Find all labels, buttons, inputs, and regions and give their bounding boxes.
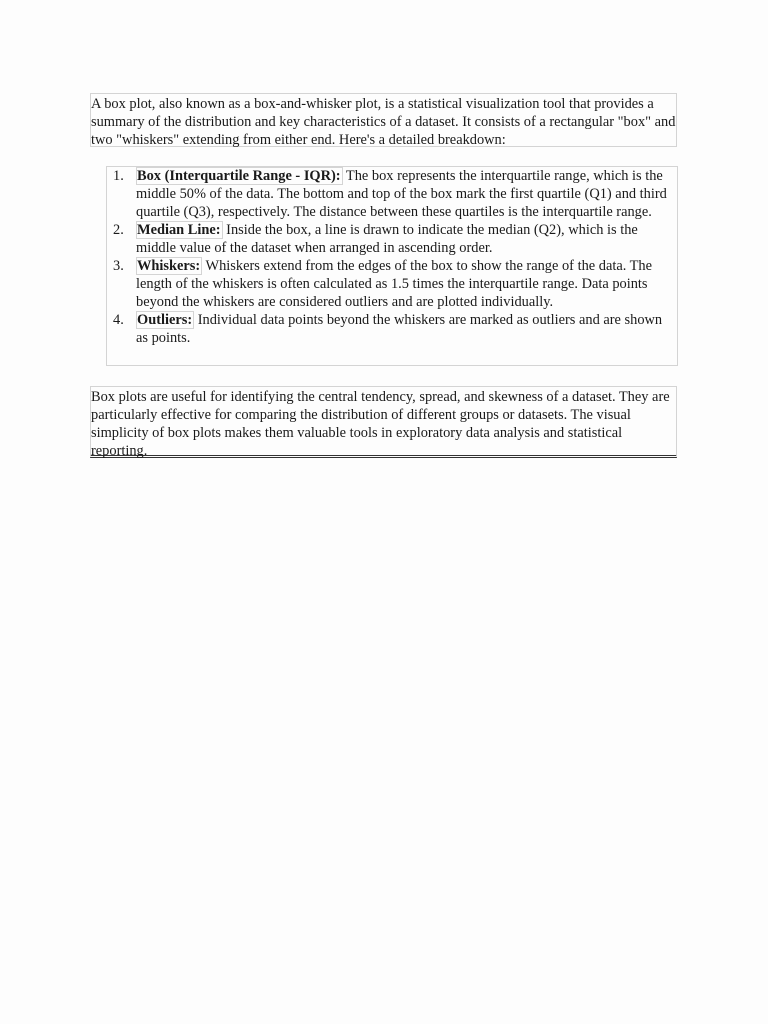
breakdown-list: [106, 166, 678, 366]
closing-paragraph: [90, 386, 677, 458]
list-item: [107, 311, 677, 347]
list-item-number: 3.: [113, 258, 124, 274]
closing-text: Box plots are useful for identifying the central tendency, spread, and skewness of a dataset. They are particularly effective for comparing the distribution of different groups or datasets. The visual simplicity of box plots makes them valuable tools in exploratory data analysis and statistical reporting.: [91, 389, 670, 459]
intro-paragraph: [90, 93, 677, 147]
list-item-number: 1.: [113, 168, 124, 184]
list-item-term: Outliers:: [137, 312, 193, 328]
list-item-term: Median Line:: [137, 222, 221, 238]
list-item-text: Inside the box, a line is drawn to indicate the median (Q2), which is the middle value of the dataset when arranged in ascending order.: [136, 222, 638, 256]
list-item-number: 4.: [113, 312, 124, 328]
list-item-term: Box (Interquartile Range - IQR):: [137, 168, 341, 184]
list-item-number: 2.: [113, 222, 124, 238]
list-item: [107, 257, 677, 311]
list-item-text: Whiskers extend from the edges of the box to show the range of the data. The length of the whiskers is often calculated as 1.5 times the interquartile range. Data points beyond the whiskers are considered outliers and are plotted individually.: [136, 258, 653, 310]
list-item: [107, 167, 677, 221]
list-item-term: Whiskers:: [137, 258, 201, 274]
list-item-text: The box represents the interquartile range, which is the middle 50% of the data. The bottom and top of the box mark the first quartile (Q1) and third quartile (Q3), respectively. The distance between these quartiles is the interquartile range.: [136, 168, 667, 220]
intro-text: A box plot, also known as a box-and-whisker plot, is a statistical visualization tool that provides a summary of the distribution and key characteristics of a dataset. It consists of a rectangular "box" and two "whiskers" extending from either end. Here's a detailed breakdown:: [91, 96, 676, 148]
list-item-text: Individual data points beyond the whiskers are marked as outliers and are shown as points.: [136, 312, 663, 346]
list-item: [107, 221, 677, 257]
